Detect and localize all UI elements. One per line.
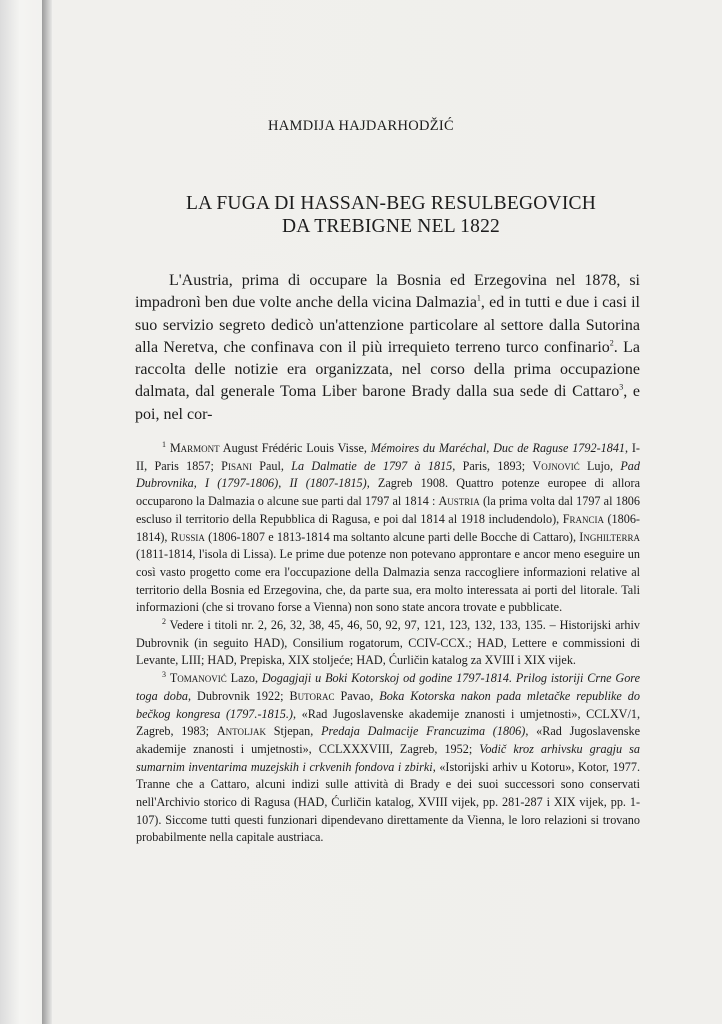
work-title: Mémoires du Maréchal, Duc de Raguse 1792-1841 [370, 441, 626, 455]
author-surname: Butorac [289, 688, 335, 703]
book-spine-shadow [42, 0, 52, 1024]
work-title: Boka Kotorska nakon pada mletačke republike do bečkog kongresa (1797.-1815.) [136, 688, 640, 721]
text-run: (1806-1807 e 1813-1814 ma soltanto alcune parti delle Bocche di Cattaro), [204, 529, 580, 544]
footnote-number: 2 [162, 616, 166, 626]
work-title: La Dalmatie de 1797 à 1815 [291, 458, 453, 473]
text-run: . La raccolta delle notizie era organizzata, nel corso della prima occupazione dalmata, dal generale Toma Liber barone Brady dalla sua sede di Cattaro [135, 338, 640, 401]
work-title: Vodič kroz arhivsku gragju sa sumarnim inventarima muzejskih i crkvenih fondova i zbirki [136, 741, 640, 774]
body-text [135, 270, 640, 426]
text-run: Lujo, [579, 458, 621, 473]
footnote-3 [136, 670, 640, 847]
text-run: (1806-1814), [136, 511, 640, 544]
text-run: August Frédéric Louis Visse, [219, 441, 371, 455]
author-surname: Marmont [169, 441, 220, 455]
title-line-1: LA FUGA DI HASSAN-BEG RESULBEGOVICH [185, 193, 597, 214]
text-run: , Dubrovnik 1922; [188, 688, 290, 703]
text-run: , «Rad Jugoslavenske akademije znanosti i umjetnosti», CCLXV/1, Zagreb, 1983; [136, 706, 641, 739]
text-run: Stjepan, [265, 724, 322, 739]
title-line-2: DA TREBIGNE NEL 1822 [282, 216, 500, 237]
work-title: Predaja Dalmacije Francuzima (1806) [321, 724, 526, 739]
work-title: Pad Dubrovnika, I (1797-1806), II (1807-1815) [136, 458, 640, 491]
text-run: Paul, [251, 458, 292, 473]
footnote-2 [136, 617, 640, 670]
text-run: Lazo, [226, 671, 262, 686]
footnote-ref-3[interactable]: 3 [619, 383, 624, 393]
power-name: Austria [438, 494, 480, 509]
power-name: Francia [562, 511, 604, 526]
body-paragraph [135, 270, 640, 426]
text-run: (la prima volta dal 1797 al 1806 escluso il territorio della Repubblica di Ragusa, e poi dal 1814 al 1918 includendolo), [136, 494, 640, 526]
text-run: , «Istorijski arhiv u Kotoru», Kotor, 1977. Tranne che a Cattaro, alcuni indizi sulle attività di Brady e dei suoi successori sono conservati nell'Archivio storico di Ragusa (HAD, Ćurličin katalog, XVIII vijek, pp. 281-287 i XIX vijek, pp. 1-107). Siccome tutti questi funzionari dipendevano direttamente da Vienna, le loro relazioni si trovano probabilmente nella capitale austriaca. [136, 759, 640, 845]
author-surname: Tomanović [169, 671, 227, 686]
work-title: Dogagjaji u Boki Kotorskoj od godine 1797-1814. Prilog istoriji Crne Gore toga doba [136, 671, 641, 703]
author-surname: Antoljak [216, 724, 266, 739]
footnote-ref-1[interactable]: 1 [476, 293, 481, 303]
footnote-1 [136, 440, 640, 617]
author-name: HAMDIJA HAJDARHODŽIĆ [267, 118, 455, 134]
author-surname: Pisani [221, 458, 252, 473]
text-run: (1811-1814, l'isola di Lissa). Le prime due potenze non potevano approntare e ancor meno eseguire un così vasto progetto come era l'occupazione della Dalmazia senza raccogliere informazioni relative al territorio della Bosnia ed Erzegovina, che, da parte sua, era molto interessata ai porti del litorale. Tali informazioni (che si trovano forse a Vienna) non sono state ancora trovate e pubblicate. [136, 547, 640, 615]
text-run: , «Rad Jugoslavenske akademije znanosti i umjetnosti», CCLXXXVIII, Zagreb, 1952; [136, 724, 640, 756]
power-name: Russia [170, 529, 205, 544]
footnotes [136, 440, 640, 847]
text-run: , Paris, 1893; [452, 458, 533, 473]
power-name: Inghilterra [579, 529, 640, 544]
text-run: , I-II, Paris 1857; [136, 441, 640, 473]
text-run: , e poi, nel cor- [135, 383, 640, 423]
text-run: , ed in tutti e due i casi il suo servizio segreto dedicò un'attenzione particolare al settore dalla Sutorina alla Neretva, che confinava con il più irrequieto terreno turco confinario [135, 294, 640, 356]
text-run: Pavao, [334, 688, 380, 703]
text-run: Vedere i titoli nr. 2, 26, 32, 38, 45, 46, 50, 92, 97, 121, 123, 132, 133, 135. – Historijski arhiv Dubrovnik (in seguito HAD), Consilium rogatorum, CCIV-CCX.; HAD, Lettere e commissioni di Levante, LIII; HAD, Prepiska, XIX stoljeće; HAD, Ćurličin katalog za XVIII i XIX vijek. [136, 618, 640, 668]
text-run: , Zagreb 1908. Quattro potenze europee di allora occuparono la Dalmazia o alcune sue parti dal 1797 al 1814 : [136, 476, 640, 509]
author-surname: Vojnović [532, 458, 580, 473]
footnote-ref-2[interactable]: 2 [609, 338, 614, 348]
article-title [100, 192, 682, 238]
text-run: L'Austria, prima di occupare la Bosnia ed Erzegovina nel 1878, si impadronì ben due volte anche della vicina Dalmazia [135, 272, 640, 312]
footnote-number: 3 [162, 670, 166, 680]
footnote-number: 1 [162, 439, 166, 449]
